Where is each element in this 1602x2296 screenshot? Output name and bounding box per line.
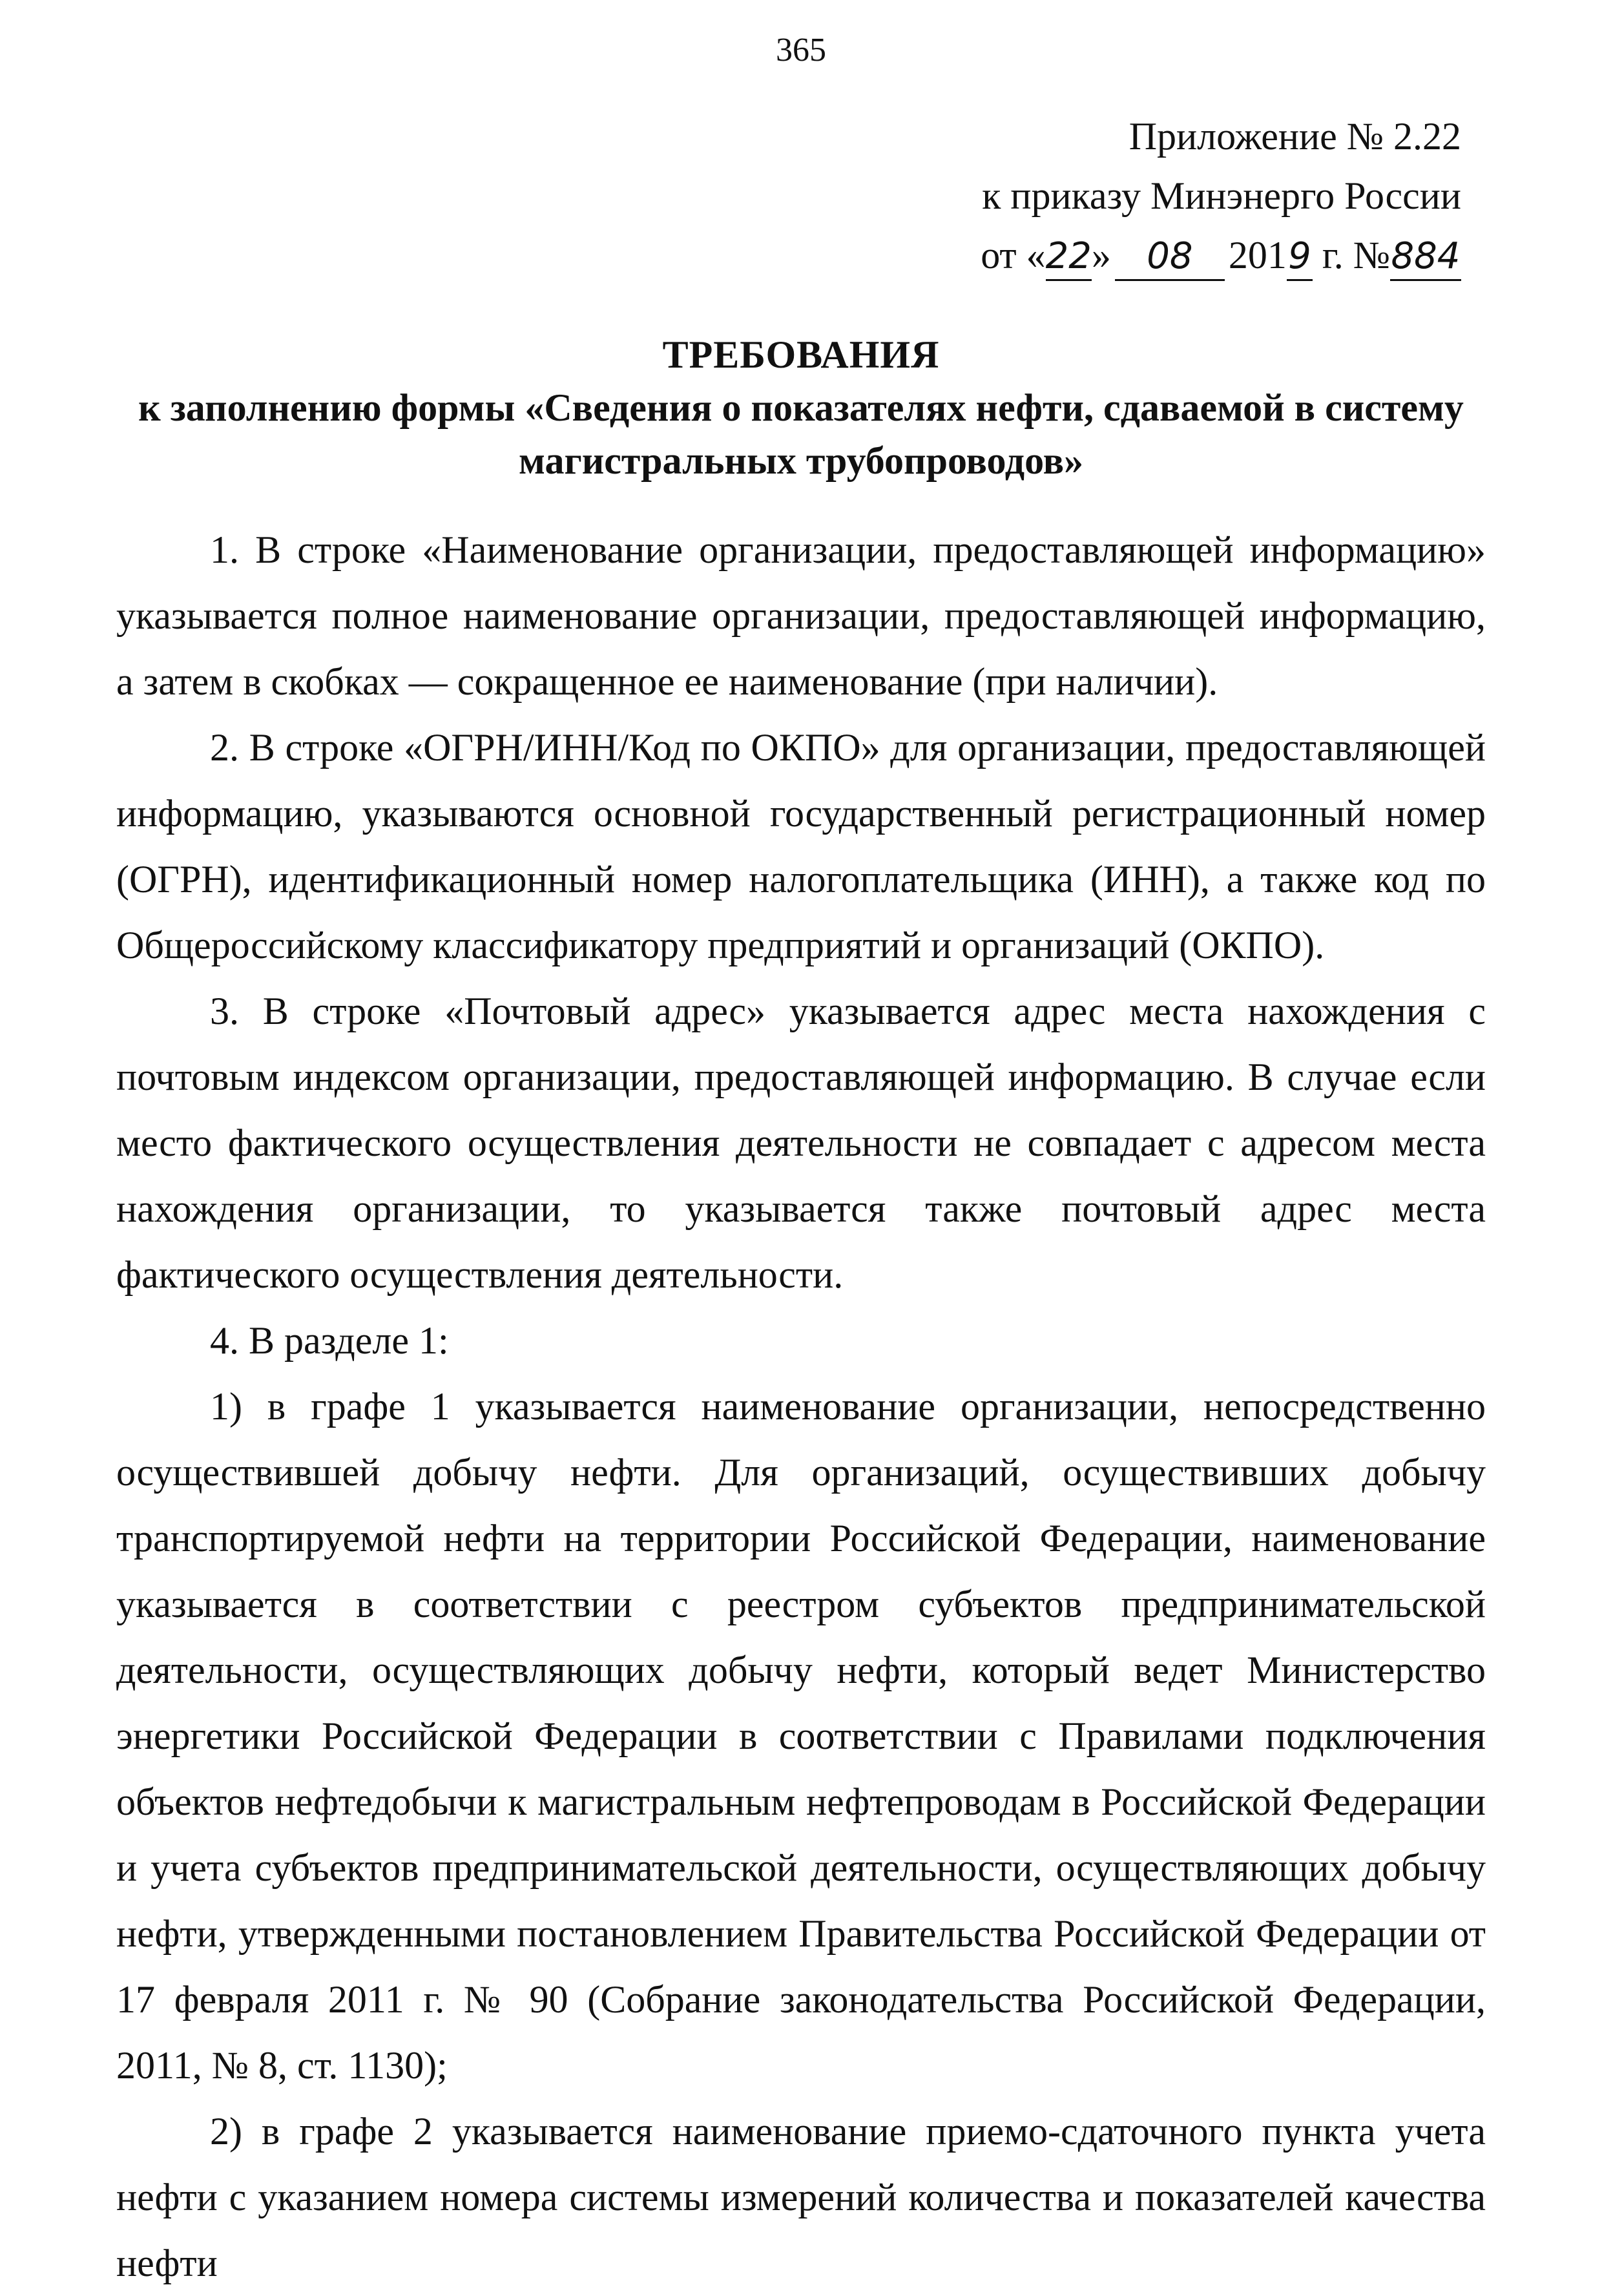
handwritten-month: 08 — [1115, 234, 1225, 281]
page-number: 365 — [776, 32, 826, 68]
document-body — [116, 517, 1486, 2296]
paragraph-2: 2. В строке «ОГРН/ИНН/Код по ОКПО» для организации, предоставляющей информацию, указываются основной государственный регистрационный номер (ОГРН), идентификационный номер налогоплательщика (ИНН), а также код по Общероссийскому классификатору предприятий и организаций (ОКПО). — [116, 726, 1486, 966]
title-subtitle: к заполнению формы «Сведения о показателях нефти, сдаваемой в систему магистральных трубопроводов» — [138, 386, 1464, 482]
date-year-prefix: 201 — [1228, 234, 1287, 277]
date-mid: » — [1091, 234, 1111, 277]
paragraph-4-1: 1) в графе 1 указывается наименование организации, непосредственно осуществившей добычу нефти. Для организаций, осуществивших добычу транспортируемой нефти на территории Российской Федерации, наименование указывается в соответствии с реестром субъектов предпринимательской деятельности, осуществляющих добычу нефти, который ведет Министерство энергетики Российской Федерации в соответствии с Правилами подключения объектов нефтедобычи к магистральным нефтепроводам в Российской Федерации и учета субъектов предпринимательской деятельности, осуществляющих добычу нефти, утвержденными постановлением Правительства Российской Федерации от 17 февраля 2011 г. № 90 (Собрание законодательства Российской Федерации, 2011, № 8, ст. 1130); — [116, 1385, 1486, 2087]
appendix-header — [880, 107, 1461, 285]
paragraph-3: 3. В строке «Почтовый адрес» указывается адрес места нахождения с почтовым индексом организации, предоставляющей информацию. В случае если место фактического осуществления деятельности не совпадает с адресом места нахождения организации, то указывается также почтовый адрес места фактического осуществления деятельности. — [116, 990, 1486, 1296]
appendix-order-date — [880, 225, 1461, 285]
handwritten-year-digit: 9 — [1287, 234, 1313, 281]
title-heading: ТРЕБОВАНИЯ — [662, 333, 940, 376]
appendix-number: Приложение № 2.22 — [1129, 115, 1461, 158]
paragraph-1: 1. В строке «Наименование организации, предоставляющей информацию» указывается полное наименование организации, предоставляющей информацию, а затем в скобках — сокращенное ее наименование (при наличии). — [116, 528, 1486, 703]
date-year-suffix: г. № — [1312, 234, 1390, 277]
appendix-order-reference: к приказу Минэнерго России — [982, 174, 1461, 217]
paragraph-4-2: 2) в графе 2 указывается наименование приемо-сдаточного пункта учета нефти с указанием номера системы измерений количества и показателей качества нефти — [116, 2110, 1486, 2284]
document-title — [116, 328, 1486, 487]
date-prefix: от « — [981, 234, 1046, 277]
paragraph-4: 4. В разделе 1: — [210, 1319, 449, 1362]
handwritten-day: 22 — [1046, 234, 1092, 281]
handwritten-order-number: 884 — [1390, 234, 1461, 281]
